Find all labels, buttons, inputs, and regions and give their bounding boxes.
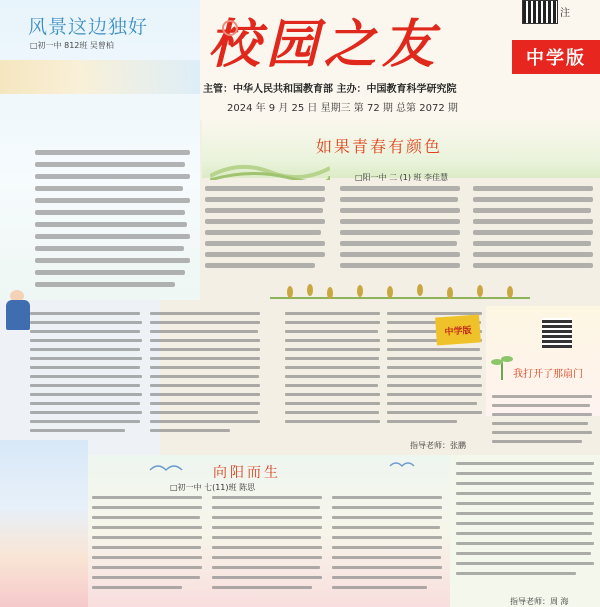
issue-date-line: 2024 年 9 月 25 日 星期三 第 72 期 总第 2072 期 [227,103,458,114]
teacher-figure-body-icon [6,300,30,330]
left-article-title: 风景这边独好 [28,16,149,38]
edition-sticker: 中学版 [435,314,481,345]
edition-badge: 中学版 [512,40,600,74]
bottom-left-decoration [0,440,88,607]
qr-note: 注 [560,8,570,19]
bottom-article-body [92,496,452,601]
plant-sprout-icon [490,350,514,380]
bottom-right-signature: 指导老师：周 海 [510,597,569,606]
small-qr-code-icon [542,318,572,348]
right-side-article-body [492,395,596,455]
bottom-article-title: 向阳而生 [213,465,281,481]
newspaper-title: 校园之友 [208,14,441,75]
middle-article-body [205,186,600,286]
middle-article-author: □阳一中 二 (1) 班 李佳慧 [355,173,449,182]
center-article-signature: 指导老师：张鹏 [410,441,466,450]
bird-illustration-icon [140,456,440,478]
bottom-right-article-body [456,462,596,592]
right-side-article-title: 我打开了那扇门 [513,369,583,380]
qr-code-icon [522,0,558,24]
left-article-author: □初一中 812班 吴曾柏 [30,41,114,50]
field-illustration-icon [210,150,330,180]
middle-article-title: 如果青春有颜色 [316,137,443,156]
sponsor-line: 主管：中华人民共和国教育部 主办：中国教育科学研究院 [203,84,457,95]
lower-left-article-body [30,312,270,452]
title-decoration-icon [222,20,238,36]
left-article-illustration [0,60,200,94]
bottom-article-author: □初一中 七(11)班 陈思 [170,483,256,492]
left-article-body [0,150,200,295]
